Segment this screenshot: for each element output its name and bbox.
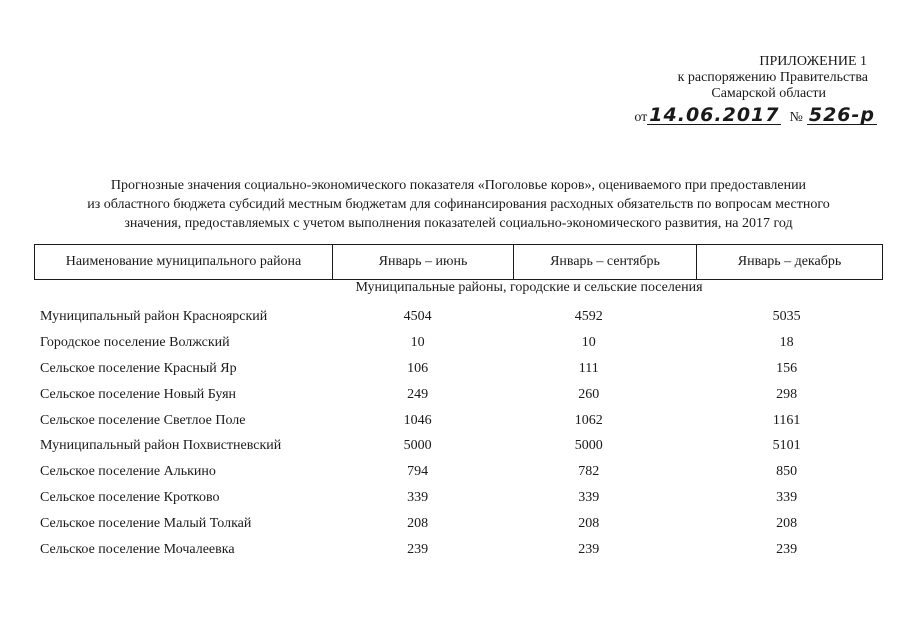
value-jan-dec: 18 (779, 334, 794, 350)
table-row (40, 333, 882, 359)
row-name: Муниципальный район Похвистневский (40, 438, 282, 454)
value-jan-jun: 249 (407, 386, 429, 402)
table-row (40, 488, 882, 514)
row-name: Сельское поселение Новый Буян (40, 386, 237, 402)
table-row (40, 411, 882, 437)
value-jan-dec: 850 (776, 464, 798, 480)
appendix-order-line: к распоряжению Правительства (677, 70, 868, 85)
value-jan-dec: 239 (776, 542, 798, 558)
date-prefix: от (634, 110, 648, 125)
header-district-name: Наименование муниципального района (35, 245, 333, 280)
value-jan-jun: 106 (407, 360, 429, 376)
table-row (40, 436, 882, 462)
row-name: Сельское поселение Алькино (40, 464, 216, 480)
value-jan-sep: 339 (578, 490, 600, 506)
appendix-title: ПРИЛОЖЕНИЕ 1 (759, 54, 867, 69)
header-jan-dec: Январь – декабрь (697, 245, 883, 280)
value-jan-dec: 5035 (772, 309, 801, 324)
value-jan-sep: 10 (581, 334, 596, 350)
section-label: Муниципальные районы, городские и сельские поселения (355, 280, 703, 295)
table-row (40, 385, 882, 411)
table-body (40, 307, 882, 566)
value-jan-jun: 10 (410, 334, 425, 350)
table-row (40, 540, 882, 566)
value-jan-dec: 298 (776, 386, 798, 402)
document-title (38, 176, 879, 233)
value-jan-sep: 1062 (574, 412, 603, 428)
table-row (40, 359, 882, 385)
value-jan-jun: 1046 (403, 412, 432, 428)
appendix-block (608, 54, 868, 102)
title-line: Прогнозные значения социально-экономического показателя «Поголовье коров», оцениваемого при предоставлении (110, 178, 807, 193)
value-jan-dec: 1161 (772, 412, 801, 428)
number-prefix: № (789, 110, 803, 125)
table-row (40, 462, 882, 488)
table-row (40, 514, 882, 540)
table-row (40, 307, 882, 333)
title-line: значения, предоставляемых с учетом выполнения показателей социально-экономического развития, на 2017 год (124, 216, 793, 231)
value-jan-sep: 4592 (574, 309, 603, 324)
value-jan-dec: 339 (776, 490, 798, 506)
value-jan-sep: 260 (578, 386, 600, 402)
value-jan-dec: 156 (776, 360, 798, 376)
handwritten-number: 526-р (808, 104, 875, 126)
row-name: Муниципальный район Красноярский (40, 309, 268, 324)
header-jan-jun: Январь – июнь (333, 245, 514, 280)
header-jan-sep: Январь – сентябрь (514, 245, 697, 280)
value-jan-jun: 339 (407, 490, 429, 506)
value-jan-jun: 208 (407, 516, 429, 532)
value-jan-dec: 5101 (772, 438, 801, 454)
order-date-number (634, 106, 877, 126)
value-jan-sep: 5000 (574, 438, 603, 454)
row-name: Сельское поселение Кротково (40, 490, 220, 506)
value-jan-jun: 5000 (403, 438, 432, 454)
header-row (35, 245, 883, 280)
value-jan-sep: 782 (578, 464, 600, 480)
row-name: Городское поселение Волжский (40, 334, 230, 350)
value-jan-jun: 239 (407, 542, 429, 558)
row-name: Сельское поселение Красный Яр (40, 360, 237, 376)
row-name: Сельское поселение Мочалеевка (40, 542, 235, 558)
title-line: из областного бюджета субсидий местным бюджетам для софинансирования расходных обязательств по вопросам местного (87, 197, 830, 212)
value-jan-jun: 794 (407, 464, 429, 480)
value-jan-sep: 208 (578, 516, 600, 532)
row-name: Сельское поселение Светлое Поле (40, 412, 246, 428)
value-jan-sep: 111 (578, 360, 599, 376)
value-jan-sep: 239 (578, 542, 600, 558)
table-header (34, 244, 883, 280)
value-jan-jun: 4504 (403, 309, 432, 324)
handwritten-date: 14.06.2017 (649, 104, 780, 126)
value-jan-dec: 208 (776, 516, 798, 532)
appendix-region-line: Самарской области (711, 86, 826, 101)
row-name: Сельское поселение Малый Толкай (40, 516, 252, 532)
